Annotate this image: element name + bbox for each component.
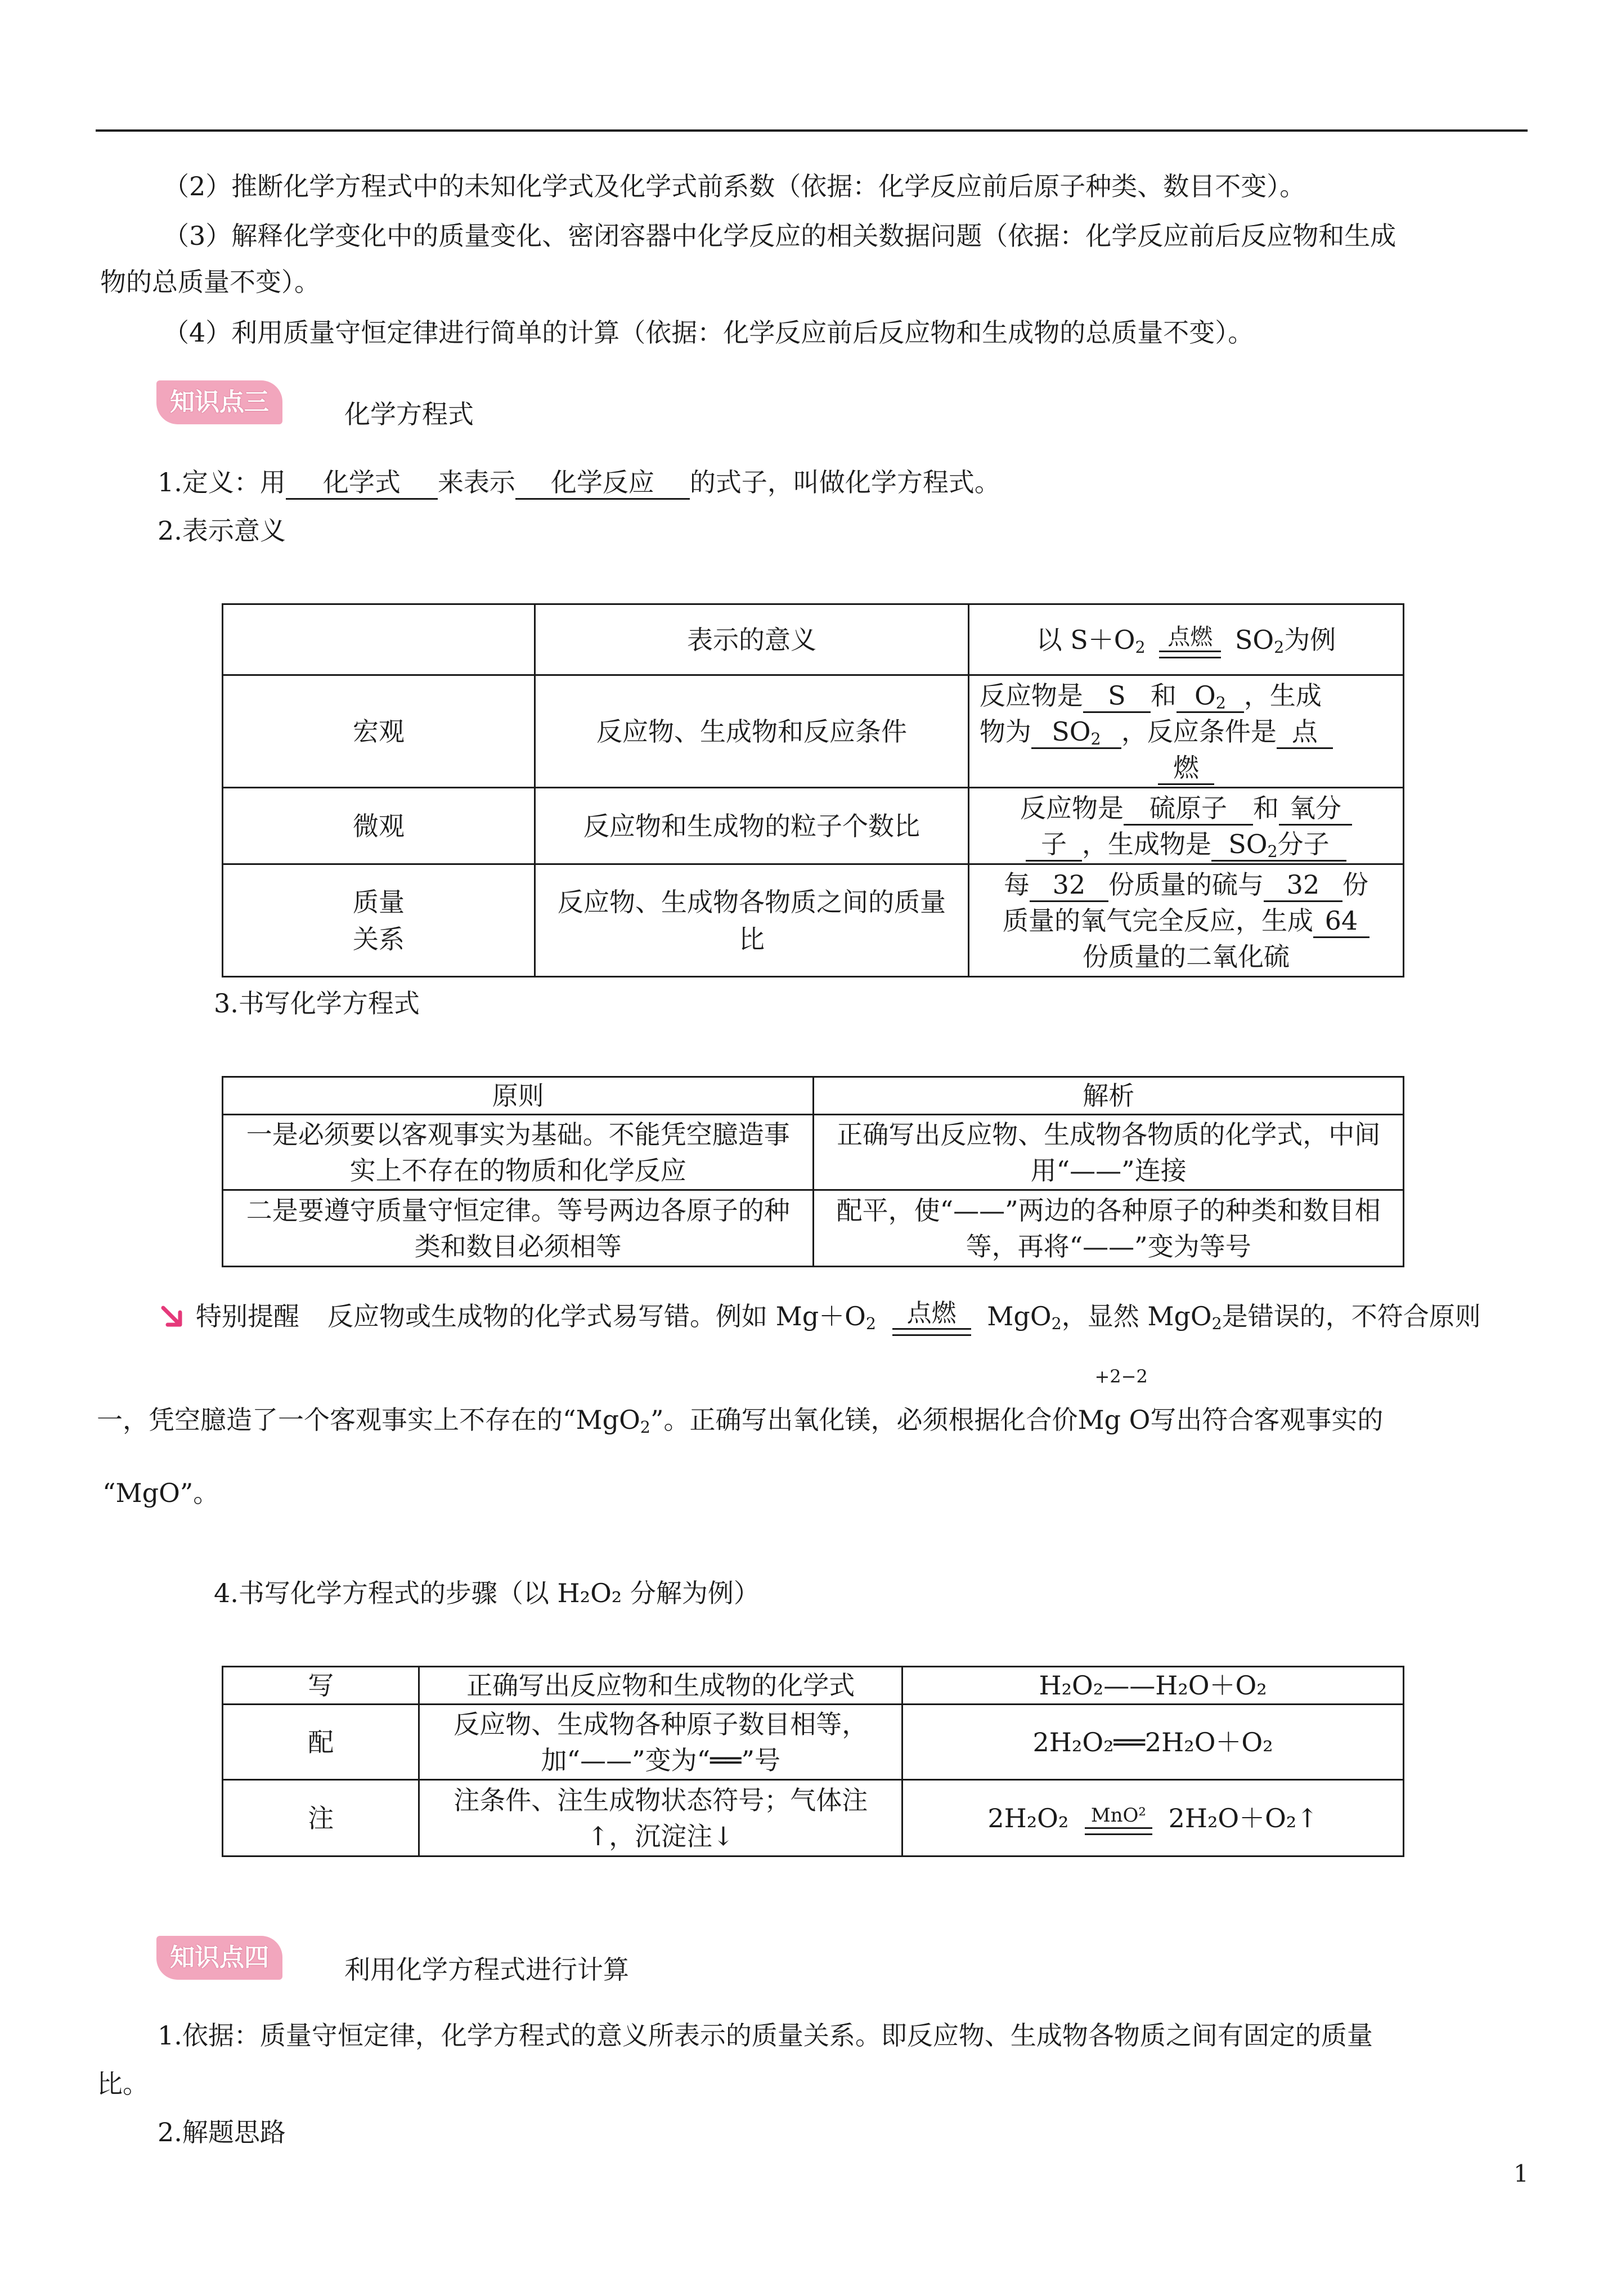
table2-header-principle: 原则 — [223, 1077, 814, 1115]
principle-2: 二是要遵守质量守恒定律。等号两边各原子的种类和数目必须相等 — [223, 1190, 814, 1267]
valence-label: +2−2 — [1094, 1366, 1148, 1387]
analysis-2: 配平，使“——”两边的各种原子的种类和数目相等，再将“——”变为等号 — [814, 1190, 1404, 1267]
step-balance-label: 配 — [223, 1705, 419, 1780]
meaning-table — [222, 603, 1404, 977]
reminder-line2: 一，凭空臆造了一个客观事实上不存在的“MgO$_2$”。正确写出氧化镁，必须根据化合价 +2−2 Mg O写出符合客观事实的 — [97, 1366, 1384, 1437]
def-mid: 来表示 — [437, 467, 515, 497]
table1-corner — [223, 604, 535, 675]
catalyst-arrow: MnO² — [1085, 1806, 1152, 1835]
condition-arrow: 点燃 — [1159, 626, 1221, 658]
row-mass-example: 每 32 份质量的硫与 32 份 质量的氧气完全反应，生成 64 份质量的二氧化硫 — [968, 864, 1403, 977]
section-2-heading: 2.表示意义 — [158, 515, 286, 546]
reminder-condition-arrow: 点燃 — [892, 1301, 971, 1336]
example-product: SO — [1234, 624, 1274, 655]
table2-header-analysis: 解析 — [814, 1077, 1404, 1115]
definition — [158, 458, 1000, 506]
table1-header-example: 以 $S+O_2$ 点燃 $SO_2$为例 — [968, 604, 1403, 675]
step-note-label: 注 — [223, 1780, 419, 1856]
page-number: 1 — [1514, 2160, 1529, 2187]
row-micro-example: 反应物是 硫原子 和 氧分 子 ，生成物是 $SO_2$分子 — [968, 788, 1403, 864]
step-balance-eq: 2H₂O₂══2H₂O＋O₂ — [902, 1705, 1404, 1780]
row-micro-label: 微观 — [223, 788, 535, 864]
row-macro-meaning: 反应物、生成物和反应条件 — [535, 675, 969, 788]
row-mass-label: 质量 关系 — [223, 864, 535, 977]
step-balance-desc: 反应物、生成物各种原子数目相等，加“——”变为“══”号 — [419, 1705, 902, 1780]
steps-table — [222, 1666, 1404, 1857]
section-3-heading: 3.书写化学方程式 — [214, 988, 420, 1019]
principles-table — [222, 1076, 1404, 1267]
example-suffix: 为例 — [1284, 624, 1336, 655]
row-macro-example: 反应物是 S 和 $O_2$ ，生成 物为 $SO_2$ ，反应条件是 点 燃 — [968, 675, 1403, 788]
def-suffix: 的式子，叫做化学方程式。 — [689, 467, 1000, 497]
step-write-desc: 正确写出反应物和生成物的化学式 — [419, 1667, 902, 1705]
paragraph-3-line2: 物的总质量不变）。 — [100, 267, 320, 297]
def-prefix: 1.定义：用 — [158, 467, 286, 497]
valence-formula: Mg O — [1077, 1405, 1151, 1435]
analysis-1: 正确写出反应物、生成物各物质的化学式，中间用“——”连接 — [814, 1115, 1404, 1190]
step-note-desc: 注条件、注生成物状态符号；气体注↑，沉淀注↓ — [419, 1780, 902, 1856]
kp4-paragraph-1-line2: 比。 — [97, 2069, 149, 2099]
table1-header-meaning: 表示的意义 — [535, 604, 969, 675]
kp4-paragraph-2: 2.解题思路 — [158, 2117, 286, 2147]
reminder-line3: “MgO”。 — [102, 1478, 219, 1508]
kp4-badge: 知识点四 — [156, 1936, 282, 1980]
step-write-label: 写 — [223, 1667, 419, 1705]
example-prefix: 以 S＋O — [1036, 624, 1135, 655]
row-macro-label: 宏观 — [223, 675, 535, 788]
principle-1: 一是必须要以客观事实为基础。不能凭空臆造事实上不存在的物质和化学反应 — [223, 1115, 814, 1190]
row-mass-meaning: 反应物、生成物各物质之间的质量比 — [535, 864, 969, 977]
paragraph-3-line1: （3）解释化学变化中的质量变化、密闭容器中化学反应的相关数据问题（依据：化学反应前后反应物和生成 — [163, 221, 1397, 251]
kp4-title: 利用化学方程式进行计算 — [344, 1954, 629, 1985]
reminder-arrow-icon — [160, 1304, 186, 1330]
kp3-badge: 知识点三 — [156, 380, 282, 424]
paragraph-4: （4）利用质量守恒定律进行简单的计算（依据：化学反应前后反应物和生成物的总质量不变）。 — [163, 317, 1254, 348]
def-blank-reaction: 化学反应 — [515, 467, 690, 500]
paragraph-2: （2）推断化学方程式中的未知化学式及化学式前系数（依据：化学反应前后原子种类、数目不变）。 — [163, 171, 1306, 201]
step-write-eq: H₂O₂——H₂O＋O₂ — [902, 1667, 1404, 1705]
section-4-heading: 4.书写化学方程式的步骤（以 H₂O₂ 分解为例） — [214, 1578, 760, 1608]
step-note-eq: 2H₂O₂ MnO² 2H₂O＋O₂↑ — [902, 1780, 1404, 1856]
kp4-paragraph-1-line1: 1.依据：质量守恒定律，化学方程式的意义所表示的质量关系。即反应物、生成物各物质之间有固定的质量 — [158, 2020, 1373, 2051]
header-rule — [96, 129, 1528, 132]
reminder-label: 特别提醒 — [196, 1301, 299, 1331]
kp3-title: 化学方程式 — [344, 399, 474, 429]
reminder-line1: 特别提醒 反应物或生成物的化学式易写错。例如 $Mg+O_2$ 点燃 MgO$_2$，显然 MgO$_2$是错误的，不符合原则 — [196, 1292, 1481, 1340]
def-blank-formula: 化学式 — [286, 467, 438, 500]
row-micro-meaning: 反应物和生成物的粒子个数比 — [535, 788, 969, 864]
